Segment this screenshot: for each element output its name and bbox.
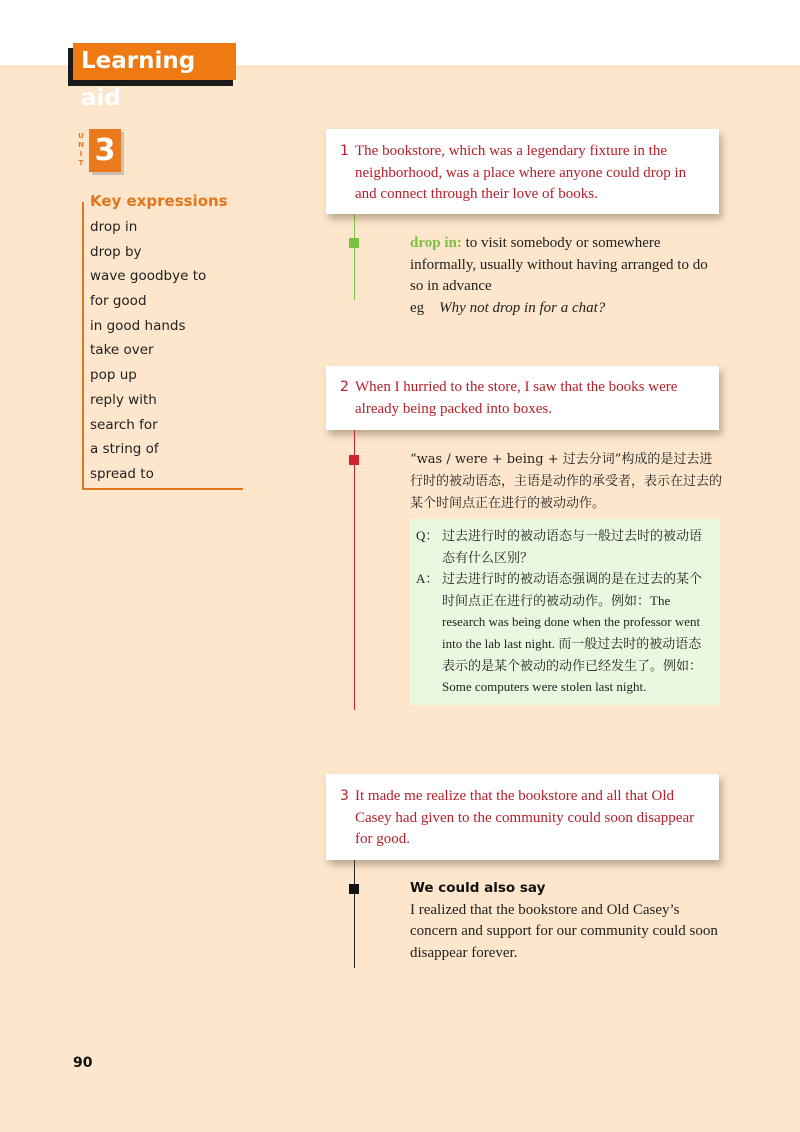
question-text: 过去进行时的被动语态与一般过去时的被动语态有什么区别？ (442, 528, 703, 565)
note1-connector-line (354, 214, 355, 300)
note1-definition-text: to visit somebody or somewhere informally, usually without having arranged to do so in advance (410, 235, 708, 294)
sentence-2-card (326, 366, 719, 430)
sentence-1-number: 1 (340, 143, 349, 159)
sentence-2-text: When I hurried to the store, I saw that the books were already being packed into boxes. (355, 379, 678, 417)
expression-item: reply with (90, 391, 157, 408)
note2-marker (349, 455, 359, 465)
expression-item: search for (90, 416, 158, 433)
note3-content (410, 878, 722, 964)
question-label: Q： (416, 528, 439, 543)
sentence-3-text: It made me realize that the bookstore and all that Old Casey had given to the community could soon disappear for good. (355, 788, 695, 847)
expression-item: for good (90, 293, 147, 310)
question-row (416, 525, 710, 568)
note3-title: We could also say (410, 880, 546, 896)
expression-item: spread to (90, 465, 154, 482)
note2-connector-line (354, 430, 355, 710)
sentence-1-card (326, 129, 719, 214)
expression-item: pop up (90, 367, 137, 384)
expression-item: in good hands (90, 317, 186, 334)
qa-box (410, 519, 720, 705)
note3-connector-line (354, 860, 355, 968)
note3-text: I realized that the bookstore and Old Casey’s concern and support for our community could soon disappear forever. (410, 901, 718, 961)
note1-term: drop in: (410, 235, 462, 251)
answer-row (416, 568, 710, 698)
expression-item: take over (90, 342, 154, 359)
note1-marker (349, 238, 359, 248)
sentence-1-text: The bookstore, which was a legendary fixture in the neighborhood, was a place where anyone could drop in and connect through their love of books. (355, 143, 687, 202)
answer-text: 过去进行时的被动语态强调的是在过去的某个时间点正在进行的被动动作。例如：The research was being done when the professor went into the lab last night. 而一般过去时的被动语态表示的是某个被动的动作已经发生了。例如：Some computers were stolen last night. (442, 571, 703, 695)
note1-example: Why not drop in for a chat? (439, 299, 606, 316)
sentence-3-number: 3 (340, 788, 349, 804)
answer-label: A： (416, 571, 439, 587)
note1-example-label: eg (410, 299, 425, 316)
expression-item: drop by (90, 243, 142, 260)
key-expressions-list (90, 217, 206, 489)
sentence-2-number: 2 (340, 379, 349, 395)
learning-aid-header: Learning aid (73, 43, 236, 80)
expression-item: a string of (90, 441, 159, 458)
note2-explanation: “was / were + being + 过去分词”构成的是过去进行时的被动语态，主语是动作的承受者，表示在过去的某个时间点正在进行的被动动作。 (410, 452, 723, 511)
note1-definition (410, 233, 722, 319)
key-expressions-border-vertical (82, 202, 84, 489)
key-expressions-title: Key expressions (90, 192, 228, 210)
expression-item: drop in (90, 219, 138, 235)
page-number: 90 (73, 1055, 93, 1071)
sentence-3-card (326, 774, 719, 860)
expression-item: wave goodbye to (90, 268, 207, 285)
unit-number-badge: 3 (89, 129, 121, 172)
note3-marker (349, 884, 359, 894)
unit-label: U N I T (78, 132, 84, 167)
